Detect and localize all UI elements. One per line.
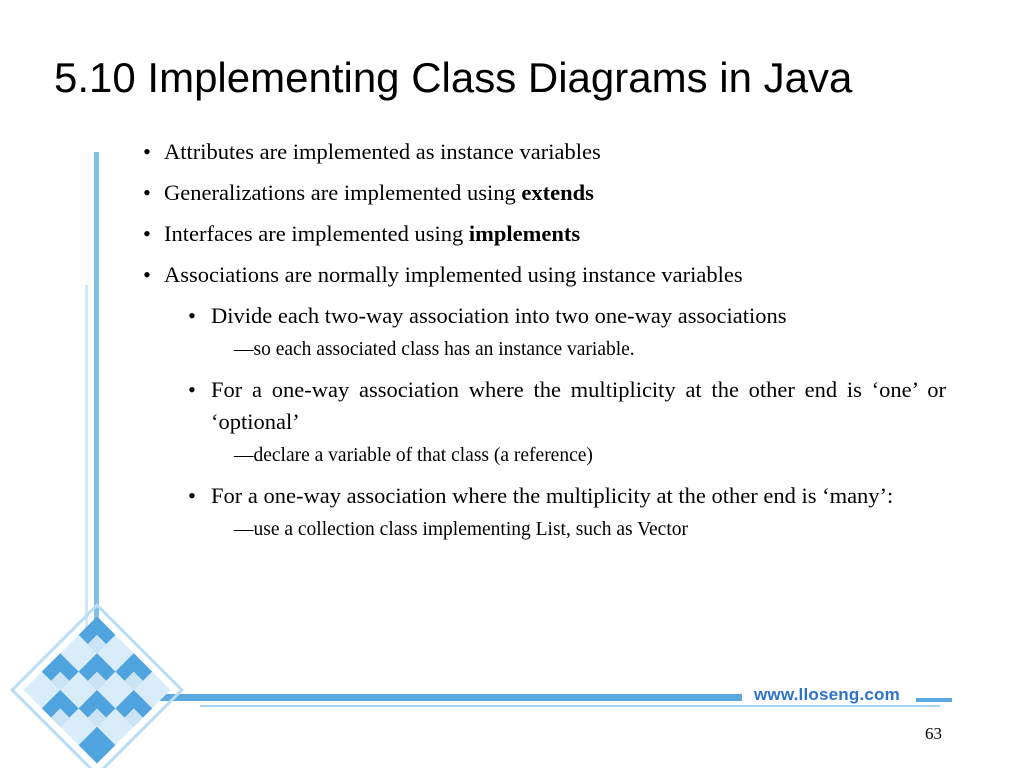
- sub-bullet-one-optional: [186, 374, 946, 438]
- sub-note-two-way: —so each associated class has an instance variable.: [234, 339, 635, 360]
- sub-note-one-optional: —declare a variable of that class (a reference): [234, 445, 593, 466]
- bullet-glyph: •: [188, 483, 196, 508]
- bullet-associations: [140, 260, 946, 290]
- sub-note-many: —use a collection class implementing List, such as Vector: [234, 519, 688, 540]
- footer-line-right: [916, 698, 952, 702]
- bullet-glyph: •: [143, 180, 151, 205]
- bullet-text: Generalizations are implemented using: [164, 180, 522, 205]
- slide-title: 5.10 Implementing Class Diagrams in Java: [54, 54, 853, 101]
- bullet-glyph: •: [143, 262, 151, 287]
- page-number: 63: [925, 724, 942, 743]
- bullet-attributes: [140, 137, 946, 167]
- keyword-extends: extends: [521, 180, 594, 205]
- bullet-generalizations: [140, 178, 946, 208]
- slide-content: [140, 137, 946, 554]
- sub-bullet-many: [186, 480, 946, 512]
- footer-line-thin: [200, 705, 940, 707]
- bullet-interfaces: [140, 219, 946, 249]
- checkered-diamond-icon: [12, 605, 182, 768]
- sub-bullet-text: For a one-way association where the multiplicity at the other end is ‘one’ or ‘optional’: [211, 377, 946, 434]
- bullet-glyph: •: [188, 377, 196, 402]
- keyword-implements: implements: [468, 221, 581, 246]
- bullet-glyph: •: [143, 221, 151, 246]
- sub-bullet-text: For a one-way association where the multiplicity at the other end is ‘many’:: [211, 483, 894, 508]
- footer-line-left: [160, 694, 742, 701]
- bullet-text: Interfaces are implemented using: [164, 221, 469, 246]
- bullet-text: Associations are normally implemented using instance variables: [164, 262, 743, 287]
- bullet-glyph: •: [188, 303, 196, 328]
- sub-bullet-text: Divide each two-way association into two one-way associations: [211, 303, 787, 328]
- bullet-text: Attributes are implemented as instance variables: [164, 139, 601, 164]
- footer-url: www.lloseng.com: [754, 685, 900, 704]
- bullet-glyph: •: [143, 139, 151, 164]
- sub-bullet-two-way: [186, 300, 946, 332]
